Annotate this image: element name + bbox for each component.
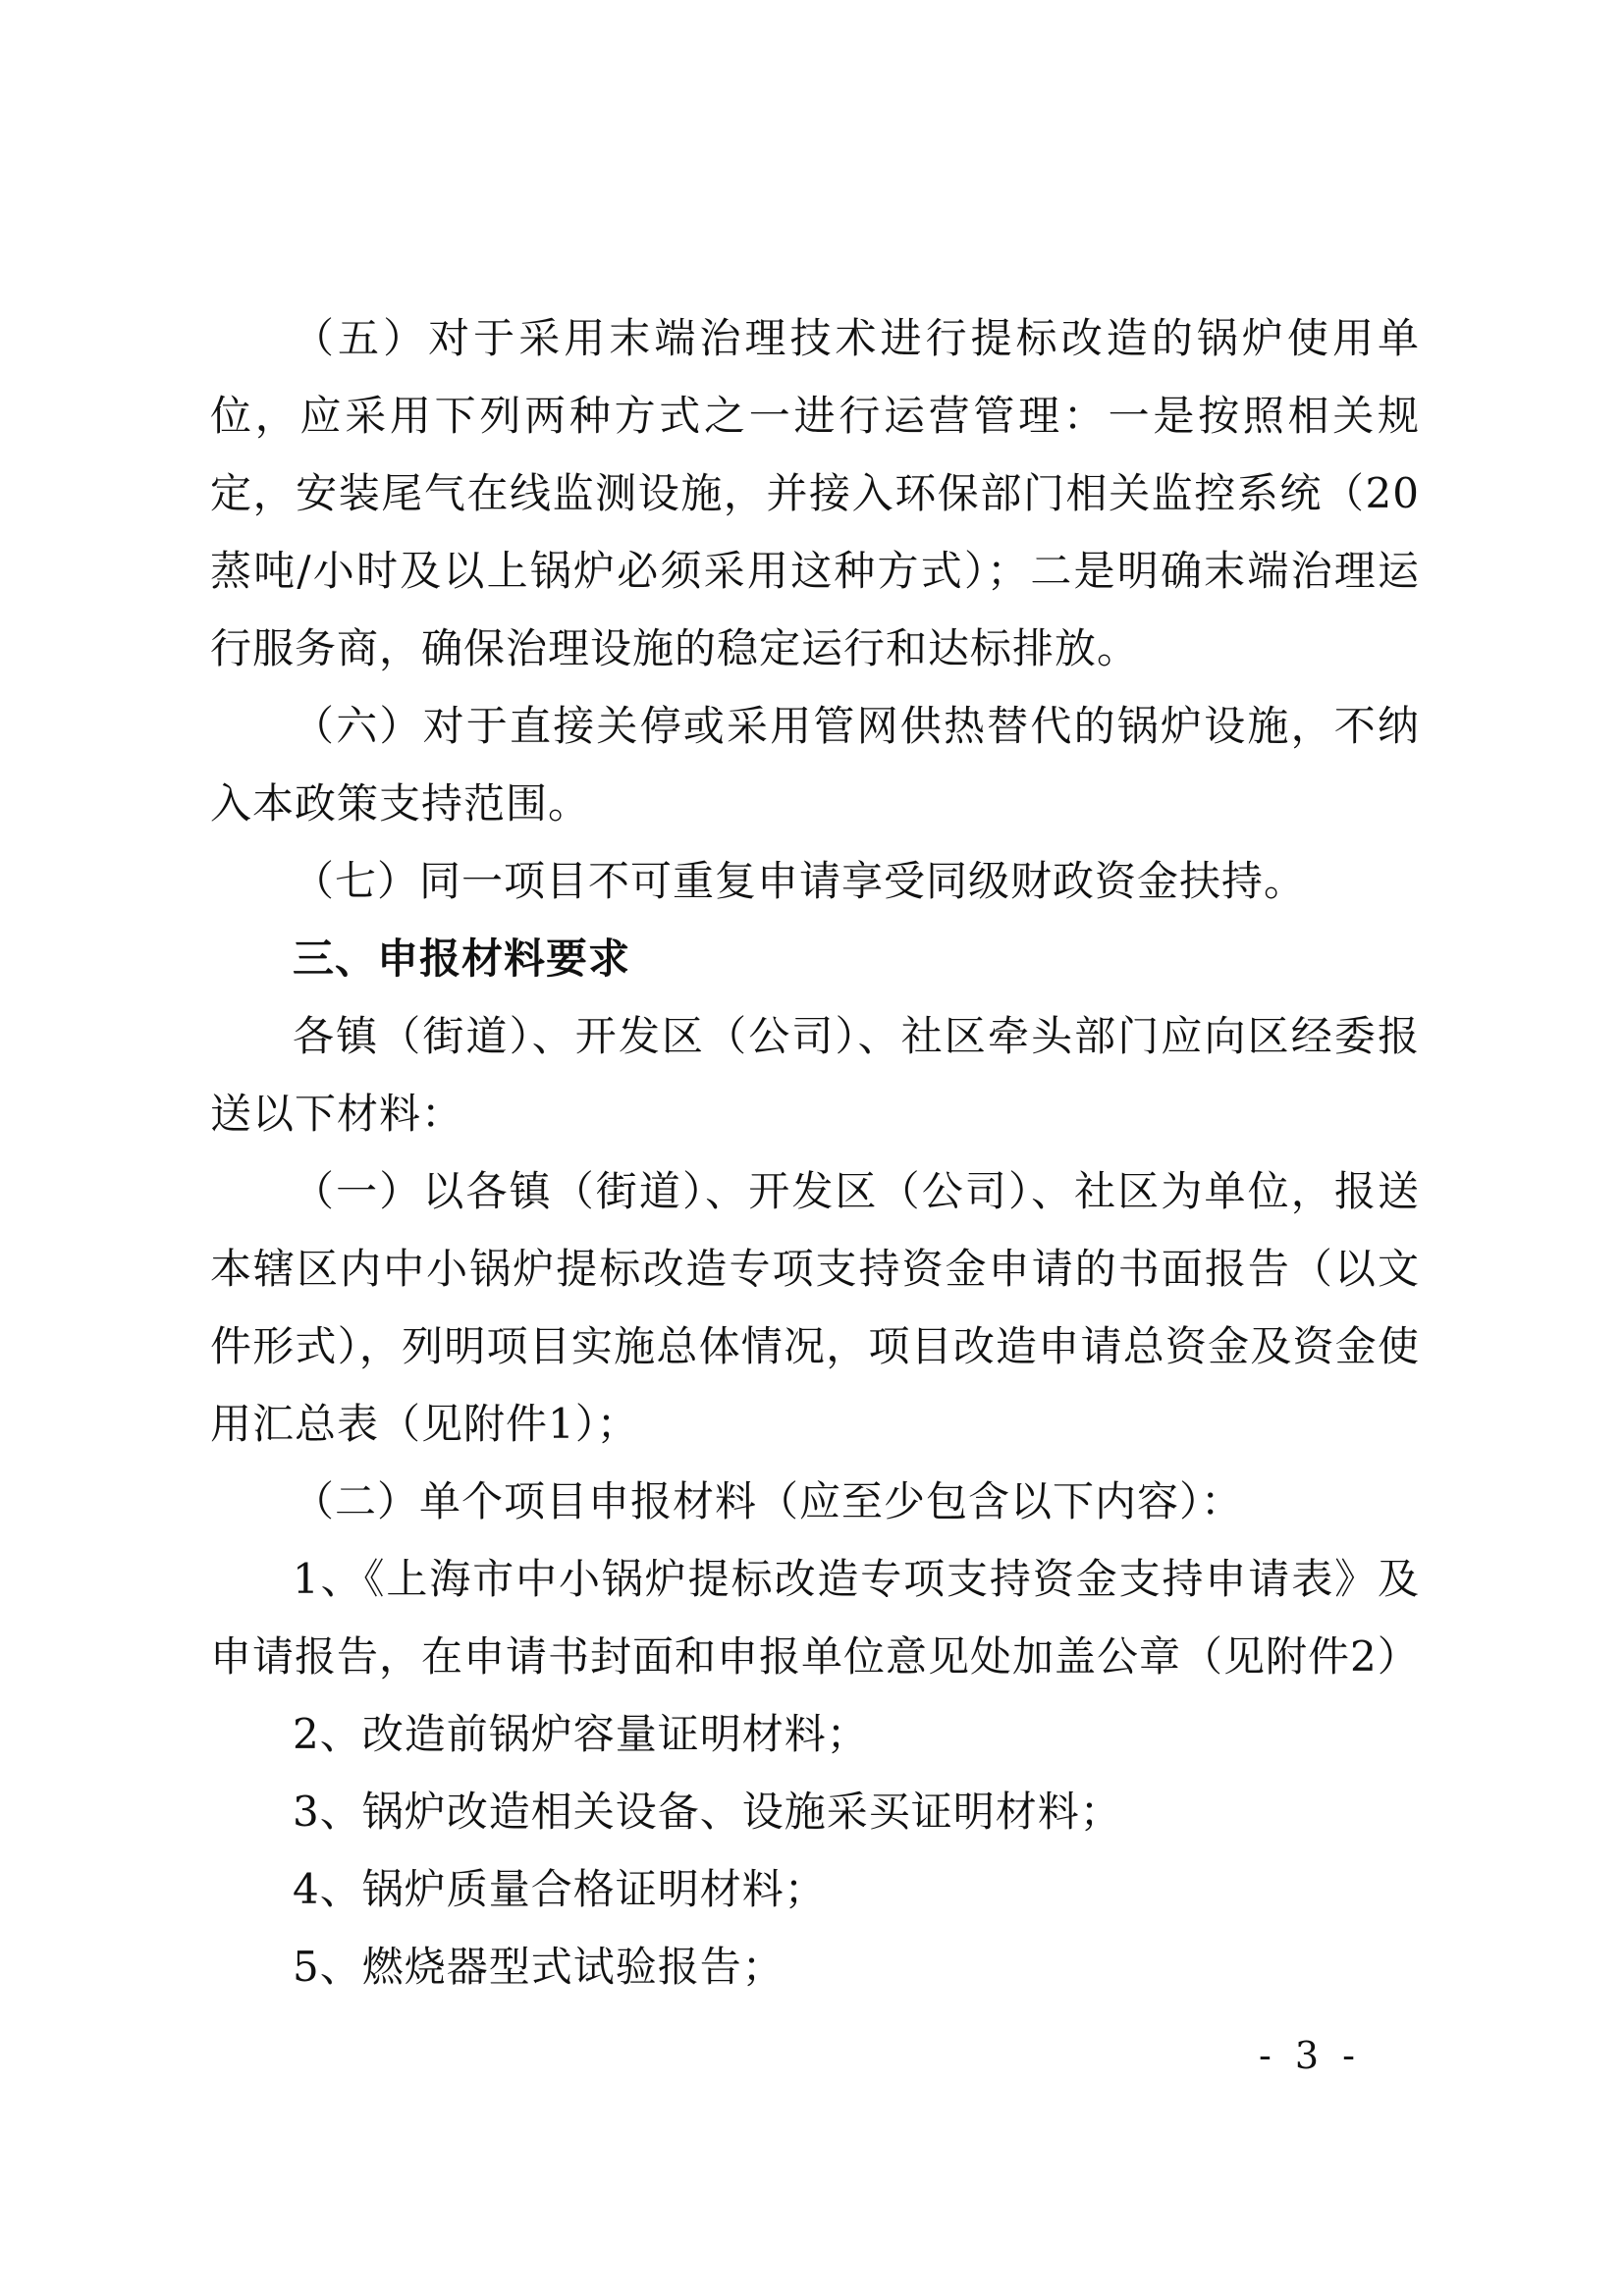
list-item-1: 1、《上海市中小锅炉提标改造专项支持资金支持申请表》及申请报告，在申请书封面和申报单位意见处加盖公章（见附件2） bbox=[210, 1555, 1420, 1681]
paragraph-item-seven: （七）同一项目不可重复申请享受同级财政资金扶持。 bbox=[293, 857, 1307, 905]
list-item-5: 5、燃烧器型式试验报告； bbox=[293, 1943, 785, 1991]
paragraph-item-one: （一）以各镇（街道）、开发区（公司）、社区为单位，报送本辖区内中小锅炉提标改造专项支持资金申请的书面报告（以文件形式），列明项目实施总体情况，项目改造申请总资金及资金使用汇总表（见附件1）； bbox=[210, 1167, 1420, 1448]
paragraph-item-six: （六）对于直接关停或采用管网供热替代的锅炉设施，不纳入本政策支持范围。 bbox=[210, 702, 1420, 828]
document-body bbox=[210, 299, 1420, 2005]
page-number: - 3 - bbox=[1259, 2034, 1362, 2077]
paragraph-item-five: （五）对于采用末端治理技术进行提标改造的锅炉使用单位，应采用下列两种方式之一进行运营管理：一是按照相关规定，安装尾气在线监测设施，并接入环保部门相关监控系统（20蒸吨/小时及以上锅炉必须采用这种方式）；二是明确末端治理运行服务商，确保治理设施的稳定运行和达标排放。 bbox=[210, 314, 1420, 672]
list-item-3: 3、锅炉改造相关设备、设施采买证明材料； bbox=[293, 1788, 1122, 1836]
list-item-4: 4、锅炉质量合格证明材料； bbox=[293, 1865, 827, 1913]
list-item-2: 2、改造前锅炉容量证明材料； bbox=[293, 1710, 869, 1758]
paragraph-submission-intro: 各镇（街道）、开发区（公司）、社区牵头部门应向区经委报送以下材料： bbox=[210, 1012, 1420, 1138]
paragraph-item-two: （二）单个项目申报材料（应至少包含以下内容）： bbox=[293, 1477, 1244, 1525]
section-heading-three: 三、申报材料要求 bbox=[293, 934, 631, 983]
